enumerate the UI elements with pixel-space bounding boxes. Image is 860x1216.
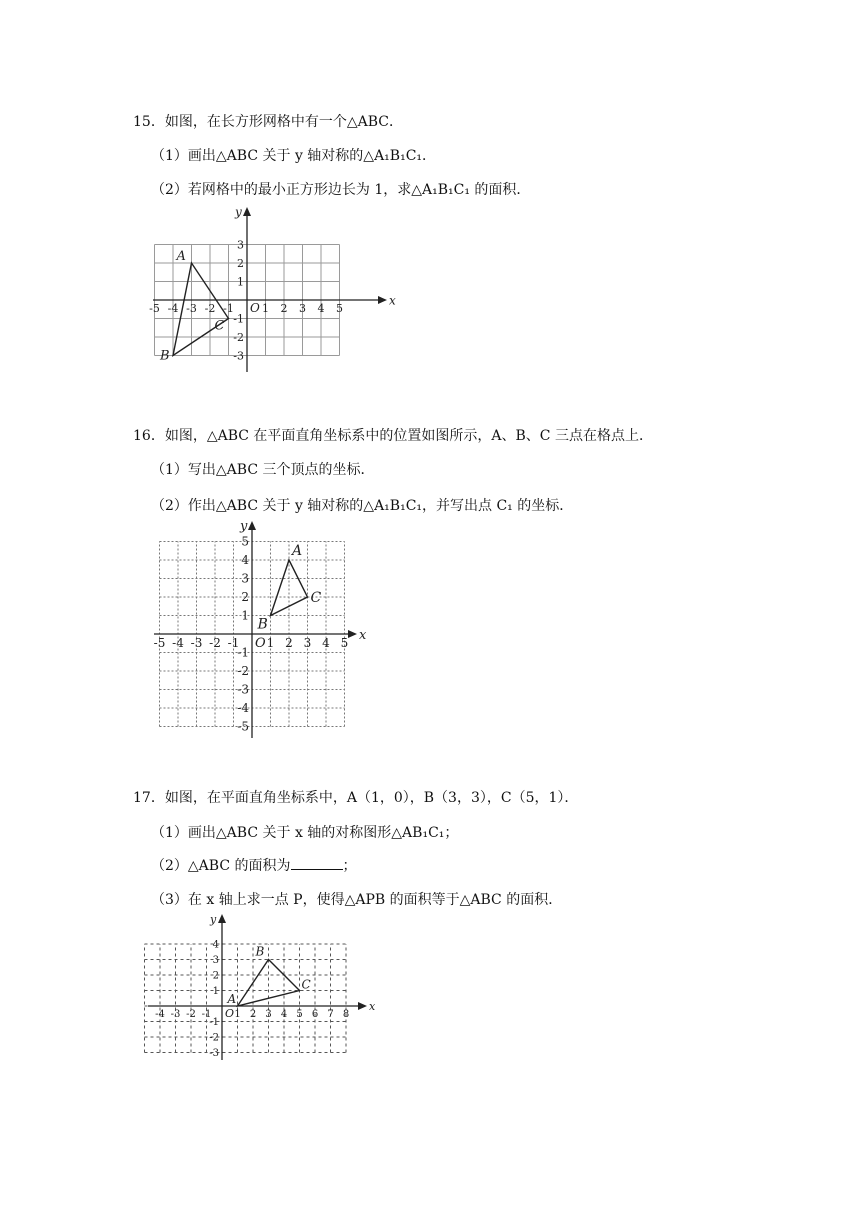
x-axis-arrow-icon: [378, 296, 387, 304]
y-axis-arrow-icon: [218, 914, 226, 923]
x-tick-label: 7: [327, 1009, 334, 1020]
y-tick-label: 1: [237, 275, 244, 289]
q15-stem-text: 如图，在长方形网格中有一个△ABC．: [164, 114, 403, 130]
vertex-label-a: A: [176, 249, 186, 264]
x-tick-label: 5: [340, 636, 349, 650]
vertex-label-c: C: [214, 318, 225, 334]
vertex-label-b: B: [255, 944, 265, 959]
vertex-label-b: B: [160, 348, 170, 364]
q16-coordinate-figure: [140, 520, 380, 745]
y-tick-label: -2: [237, 664, 249, 679]
q17-sub1: （1）画出△ABC 关于 x 轴的对称图形△AB₁C₁；: [151, 825, 459, 841]
q15-sub1: （1）画出△ABC 关于 y 轴对称的△A₁B₁C₁．: [151, 148, 437, 164]
triangle-abc: [173, 263, 229, 356]
y-tick-label: -4: [237, 701, 249, 716]
x-tick-label: -2: [186, 1009, 196, 1020]
x-tick-label: -4: [167, 302, 179, 315]
y-tick-label: 4: [241, 553, 249, 568]
q16-sub1: （1）写出△ABC 三个顶点的坐标．: [151, 462, 375, 478]
vertex-label-c: C: [301, 977, 311, 992]
x-tick-label: -1: [223, 302, 234, 315]
origin-label: O: [250, 301, 260, 315]
y-tick-label: 2: [212, 970, 219, 982]
x-tick-label: -5: [153, 636, 166, 650]
x-tick-label: 1: [266, 636, 275, 650]
q17-stem: [133, 789, 578, 807]
x-tick-label: 6: [311, 1009, 319, 1020]
x-tick-label: -2: [204, 302, 216, 315]
q17-stem-text: 如图，在平面直角坐标系中，A（1，0），B（3，3），C（5，1）．: [164, 790, 579, 806]
y-tick-label: -2: [209, 1032, 219, 1044]
y-tick-label: 3: [237, 238, 244, 252]
q17-coordinate-figure: [140, 915, 380, 1065]
q16-number: 16．: [133, 428, 165, 444]
x-tick-label: 1: [234, 1009, 241, 1020]
vertex-label-a: A: [292, 543, 303, 559]
vertex-label-b: B: [257, 616, 268, 633]
x-axis-label: x: [359, 627, 367, 643]
y-tick-label: -3: [233, 349, 244, 363]
x-tick-label: -2: [209, 636, 221, 650]
q16-stem-text: 如图，△ABC 在平面直角坐标系中的位置如图所示，A、B、C 三点在格点上．: [164, 428, 653, 444]
x-tick-label: -1: [201, 1009, 212, 1020]
q16-sub2: （2）作出△ABC 关于 y 轴对称的△A₁B₁C₁，并写出点 C₁ 的坐标．: [151, 498, 574, 514]
x-tick-label: -4: [155, 1009, 165, 1020]
y-tick-label: 2: [237, 256, 244, 270]
origin-label: O: [255, 636, 266, 651]
y-tick-label: -1: [233, 312, 244, 326]
x-tick-label: 5: [336, 302, 343, 315]
x-tick-label: 4: [317, 302, 325, 315]
x-tick-label: 2: [285, 636, 293, 650]
y-axis-arrow-icon: [243, 207, 251, 216]
x-tick-label: -4: [172, 636, 184, 650]
x-tick-label: 2: [249, 1009, 257, 1020]
q15-number: 15．: [133, 114, 165, 130]
x-tick-label: 5: [296, 1009, 303, 1020]
answer-blank[interactable]: [291, 857, 343, 870]
y-tick-label: 5: [241, 534, 249, 549]
x-tick-label: 8: [342, 1009, 350, 1020]
y-tick-label: 1: [212, 986, 219, 997]
y-tick-label: 3: [212, 955, 219, 966]
y-tick-label: 4: [212, 939, 219, 951]
y-tick-label: -3: [209, 1048, 219, 1059]
origin-label: O: [225, 1007, 235, 1020]
q17-sub2-text: （2）△ABC 的面积为: [151, 858, 291, 874]
y-axis-label: y: [240, 519, 248, 534]
x-tick-label: -1: [227, 636, 240, 650]
x-tick-label: 3: [265, 1009, 272, 1020]
y-tick-label: 3: [241, 571, 249, 586]
q15-stem: [133, 113, 403, 131]
q16-stem: [133, 427, 653, 445]
y-tick-label: 2: [241, 590, 249, 605]
x-tick-label: 4: [322, 636, 330, 650]
q17-number: 17．: [133, 790, 165, 806]
x-tick-label: 3: [299, 302, 306, 315]
x-tick-label: 2: [280, 302, 288, 315]
vertex-label-a: A: [227, 992, 237, 1006]
y-tick-label: 1: [241, 608, 249, 623]
x-axis-arrow-icon: [348, 630, 357, 638]
y-tick-label: -1: [209, 1017, 219, 1028]
x-axis-label: x: [389, 293, 396, 308]
y-axis-label: y: [235, 205, 242, 219]
x-tick-label: -5: [149, 302, 160, 315]
q17-sub2-end: ；: [342, 858, 357, 874]
y-axis-arrow-icon: [248, 521, 256, 530]
x-tick-label: -3: [190, 636, 203, 650]
x-tick-label: -3: [170, 1009, 181, 1020]
x-axis-label: x: [369, 1000, 376, 1013]
y-tick-label: -2: [233, 330, 244, 344]
q17-sub3: （3）在 x 轴上求一点 P，使得△APB 的面积等于△ABC 的面积．: [151, 892, 563, 908]
x-axis-arrow-icon: [358, 1002, 367, 1010]
q17-sub2: [151, 857, 357, 875]
x-tick-label: 1: [262, 302, 269, 315]
x-tick-label: -3: [186, 302, 197, 315]
vertex-label-c: C: [310, 590, 322, 606]
y-tick-label: -1: [237, 645, 249, 660]
y-tick-label: -5: [237, 719, 249, 734]
triangle-abc: [271, 560, 308, 616]
q15-sub2: （2）若网格中的最小正方形边长为 1，求△A₁B₁C₁ 的面积．: [151, 182, 531, 198]
y-tick-label: -3: [237, 682, 249, 697]
q15-coordinate-figure: [140, 205, 400, 380]
x-tick-label: 3: [303, 636, 312, 650]
y-axis-label: y: [210, 913, 217, 926]
x-tick-label: 4: [280, 1009, 288, 1020]
